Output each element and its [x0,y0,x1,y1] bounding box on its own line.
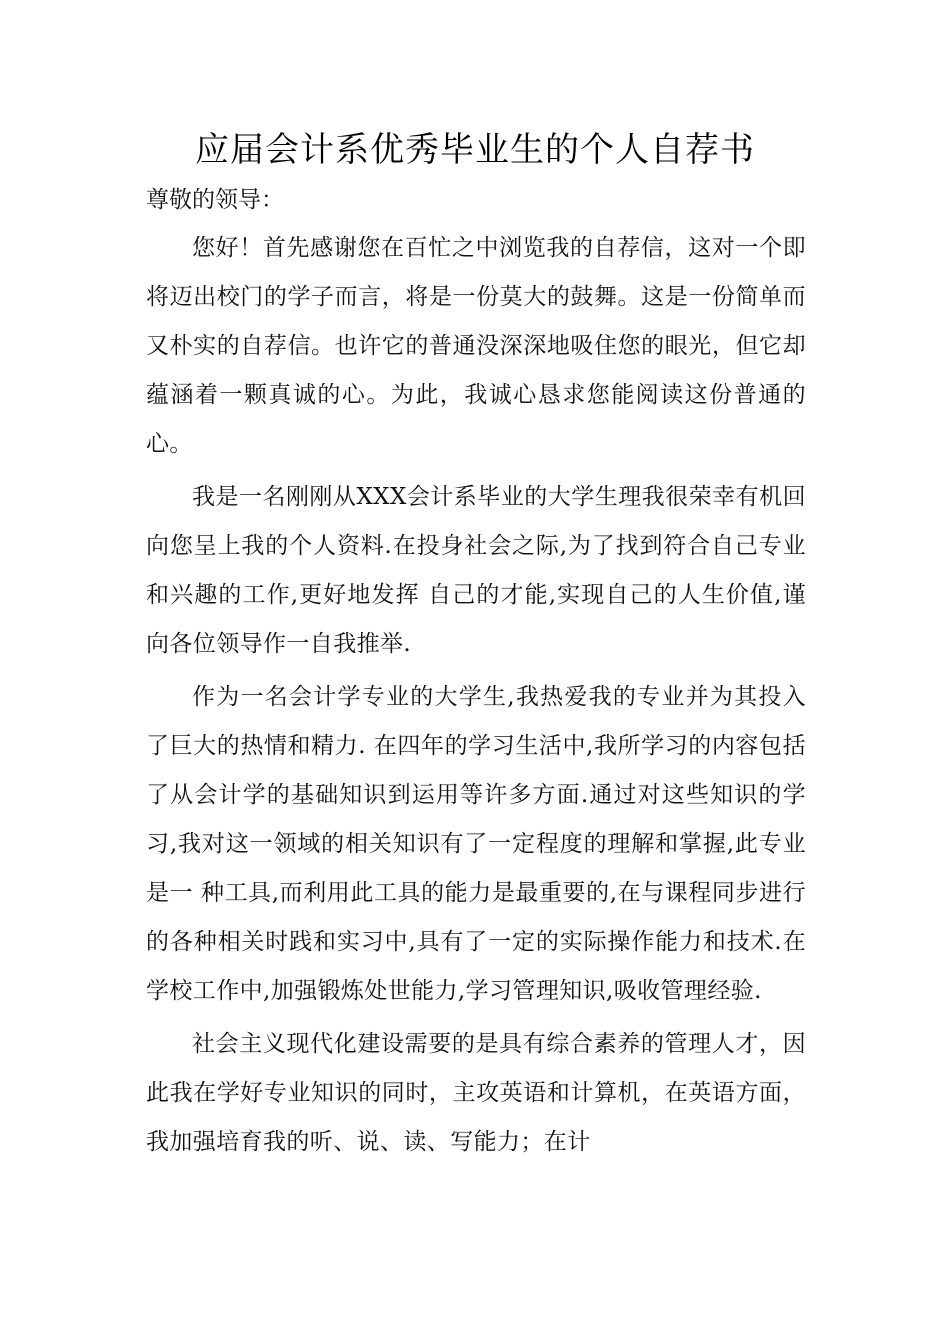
paragraph-skills: 社会主义现代化建设需要的是具有综合素养的管理人才，因此我在学好专业知识的同时，主攻英语和计算机，在英语方面，我加强培育我的听、说、读、写能力；在计 [146,1031,806,1155]
paragraph-greeting: 您好！首先感谢您在百忙之中浏览我的自荐信，这对一个即将迈出校门的学子而言，将是一份莫大的鼓舞。这是一份简单而又朴实的自荐信。也许它的普通没深深地吸住您的眼光，但它却蕴涵着一颗真诚的心。为此，我诚心恳求您能阅读这份普通的心。 [146,235,806,457]
paragraph-studies: 作为一名会计学专业的大学生,我热爱我的专业并为其投入了巨大的热情和精力. 在四年的学习生活中,我所学习的内容包括了从会计学的基础知识到运用等许多方面.通过对这些知识的学习,我对这一领域的相关知识有了一定程度的理解和掌握,此专业是一 种工具,而利用此工具的能力是最重要的,在与课程同步进行的各种相关时践和实习中,具有了一定的实际操作能力和技术.在学校工作中,加强锻炼处世能力,学习管理知识,吸收管理经验. [146,684,806,1004]
document-body [146,224,806,1171]
salutation: 尊敬的领导： [146,187,284,213]
paragraph-introduction: 我是一名刚刚从XXX会计系毕业的大学生理我很荣幸有机回向您呈上我的个人资料.在投身社会之际,为了找到符合自己专业和兴趣的工作,更好地发挥 自己的才能,实现自己的人生价值,谨向各位领导作一自我推举. [146,484,806,657]
document-title: 应届会计系优秀毕业生的个人自荐书 [195,130,755,170]
